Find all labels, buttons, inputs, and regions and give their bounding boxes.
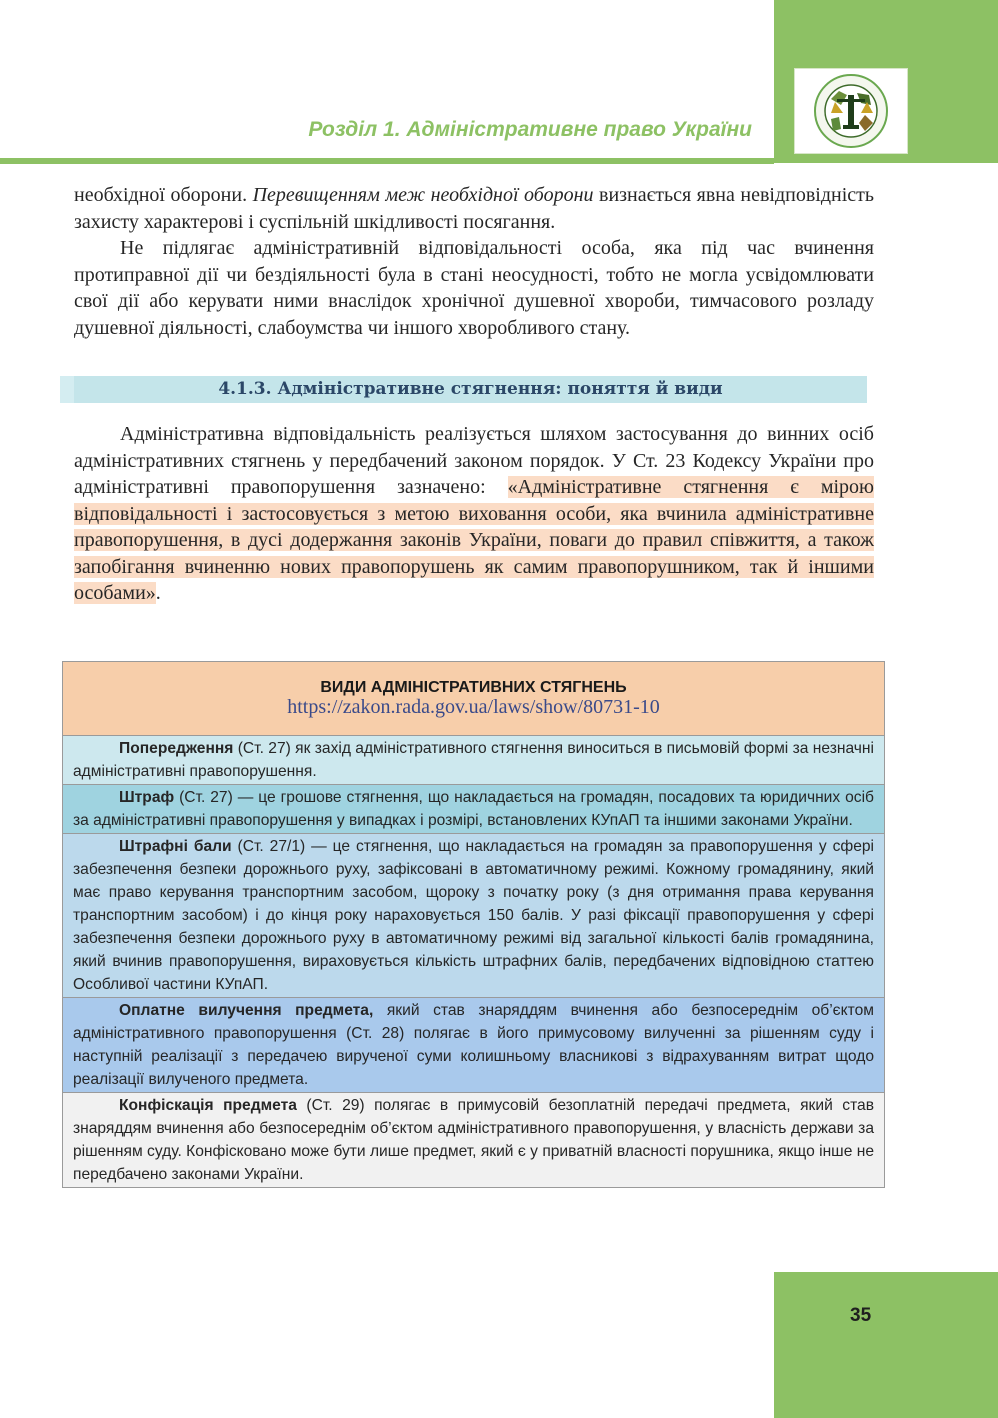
row-lead: Штраф	[119, 789, 175, 806]
row-lead: Оплатне вилучення предмета,	[119, 1002, 374, 1019]
table-row	[63, 785, 884, 834]
header-rule	[0, 158, 774, 164]
row-text: (Ст. 27) як захід адміністративного стягнення виноситься в письмовій формі за незначні адміністративні правопорушення.	[73, 740, 874, 780]
table-title: ВИДИ АДМІНІСТРАТИВНИХ СТЯГНЕНЬ	[320, 679, 627, 696]
quote-open: «	[507, 476, 518, 498]
table-row	[63, 736, 884, 785]
row-lead: Штрафні бали	[119, 838, 232, 855]
main-p-start: Адміністративна відповідальність реалізується шляхом застосування до винних осіб адміністративних стягнень у передбачений законом порядок. У Ст. 23 Кодексу України про адміністративні правопорушення зазначено:	[74, 423, 874, 498]
row-text: (Ст. 29) полягає в примусовій безоплатній передачі предмета, який став знаряддям вчинення або безпосереднім об’єктом адміністративного правопорушення, у власність держави за рішенням суду. Конфісковано може бути лише предмет, який є у приватній власності порушника, якщо інше не передбачено законами України.	[73, 1097, 874, 1183]
table-link[interactable]: https://zakon.rada.gov.ua/laws/show/80731-10	[287, 696, 660, 718]
table-row	[63, 1093, 884, 1187]
footer-green-block	[774, 1272, 998, 1418]
main-text	[74, 421, 874, 607]
row-text: (Ст. 27) — це грошове стягнення, що накладається на громадян, посадових та юридичних осіб за адміністративні правопорушення у випадках і розмірі, встановлених КУпАП та іншими законами України.	[73, 789, 874, 829]
quote-rest: є мірою відповідальності і застосовується з метою виховання особи, яка вчинила адміністративне правопорушення, в дусі додержання законів України, поваги до правил співжиття, а також запобігання вчиненню нових правопорушень як самим правопорушником, так й іншими особами»	[74, 476, 874, 604]
quote-term: Адміністративне стягнення	[517, 476, 769, 498]
scales-of-justice-icon	[795, 69, 907, 153]
intro-p2-start: Не підлягає адміністративній відповідальності особа, яка під час вчинення протиправної дії чи бездіяльності була в стані	[74, 237, 874, 286]
intro-p2-end: , тобто не могла усвідомлювати свої дії або керувати ними внаслідок хронічної душевної хвороби, тимчасового розладу душевної діяльності, слабоумства чи іншого хворобливого стану.	[74, 263, 874, 339]
main-paragraph	[74, 421, 874, 607]
intro-text	[74, 182, 874, 341]
section-heading-bar	[60, 376, 867, 403]
intro-paragraph-2	[74, 235, 874, 341]
intro-p1-start: необхідної оборони.	[74, 184, 253, 206]
emblem-logo	[794, 68, 908, 154]
section-heading: 4.1.3. Адміністративне стягнення: поняття й види	[74, 376, 867, 403]
table-row	[63, 834, 884, 998]
row-text: (Ст. 27/1) — це стягнення, що накладається на громадян за правопорушення у сфері забезпечення безпеки дорожнього руху, зафіксовані в автоматичному режимі. Кожному громадянину, який має право керування транспортним засобом, щороку з початку року (з дня отримання права керування транспортним засобом) і до кінця року нараховується 150 балів. У разі фіксації правопорушення у сфері забезпечення безпеки дорожнього руху в автоматичному режимі від загальної кількості балів громадянина, який вчинив правопорушення, вираховується кількість штрафних балів, передбачених відповідною статтею Особливої частини КУпАП.	[73, 838, 875, 993]
main-p-end: .	[155, 582, 161, 604]
page-number: 35	[850, 1305, 872, 1326]
intro-p1-italic-term: Перевищенням меж необхідної оборони	[252, 184, 594, 206]
table-header	[63, 662, 884, 736]
intro-p1-end: визнається явна невідповідність захисту характерові і суспільній шкідливості посягання.	[74, 184, 874, 233]
table-row	[63, 998, 884, 1093]
chapter-title: Розділ 1. Адміністративне право України	[308, 118, 752, 141]
sanctions-table	[62, 661, 885, 1188]
row-lead: Попередження	[119, 740, 234, 757]
row-lead: Конфіскація предмета	[119, 1097, 297, 1114]
intro-paragraph-1	[74, 182, 874, 235]
row-text: який став знаряддям вчинення або безпосереднім об’єктом адміністративного правопорушення (Ст. 28) полягає в його примусовому вилученні за рішенням суду і наступній реалізації з передачею вирученої суми колишньому власникові з відрахуванням витрат щодо реалізації вилученого предмета.	[73, 1002, 874, 1088]
intro-p2-term: неосудності	[491, 263, 594, 286]
